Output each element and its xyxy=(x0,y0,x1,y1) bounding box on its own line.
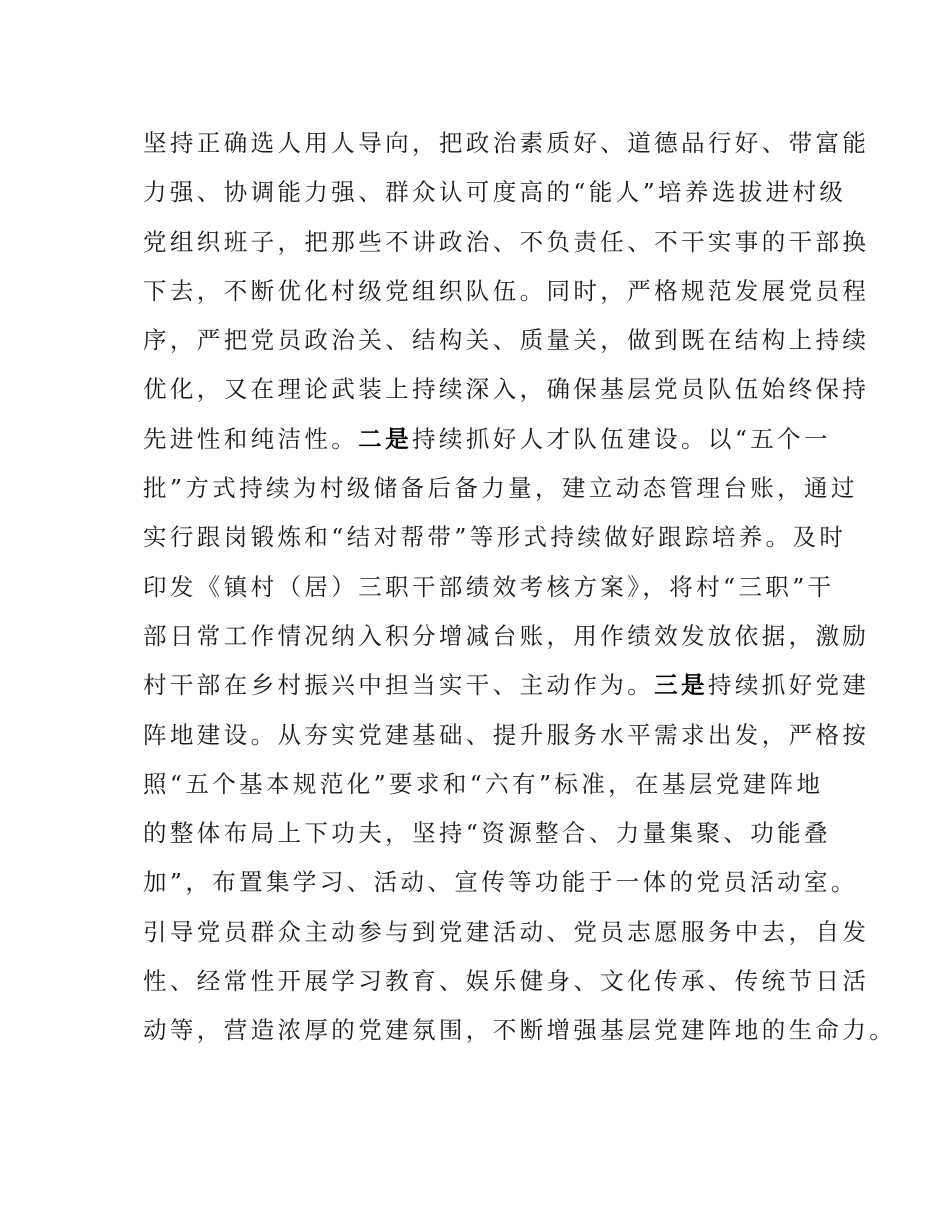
text-line xyxy=(143,513,847,562)
text-line xyxy=(143,168,847,217)
text-line xyxy=(143,957,870,1006)
text-line xyxy=(143,1006,897,1055)
text-segment: 实行跟岗锻炼和“结对帮带”等形式持续做好跟踪培养。及时 xyxy=(143,523,847,552)
text-line xyxy=(143,119,870,168)
text-line xyxy=(143,661,870,710)
emphasis-label: 二是 xyxy=(358,424,413,453)
text-line xyxy=(143,563,843,612)
text-line xyxy=(143,316,870,365)
text-segment: 优化，又在理论武装上持续深入，确保基层党员队伍始终保持 xyxy=(143,375,870,404)
text-segment: 下去，不断优化村级党组织队伍。同时，严格规范发展党员程 xyxy=(143,276,870,305)
text-line xyxy=(143,760,843,809)
text-segment: 阵地建设。从夯实党建基础、提升服务水平需求出发，严格按 xyxy=(143,720,870,749)
text-line xyxy=(143,809,843,858)
text-segment: 加”，布置集学习、活动、宣传等功能于一体的党员活动室。 xyxy=(143,868,858,897)
text-segment: 力强、协调能力强、群众认可度高的“能人”培养选拔进村级 xyxy=(143,178,847,207)
text-segment: 批”方式持续为村级储备后备力量，建立动态管理台账，通过 xyxy=(143,474,858,503)
text-segment: 村干部在乡村振兴中担当实干、主动作为。 xyxy=(143,671,655,700)
body-paragraph xyxy=(143,119,897,1056)
text-segment: 先进性和纯洁性。 xyxy=(143,424,359,453)
text-segment: 持续抓好人才队伍建设。以“五个一 xyxy=(412,424,831,453)
text-segment: 照“五个基本规范化”要求和“六有”标准，在基层党建阵地 xyxy=(143,769,824,798)
text-segment: 引导党员群众主动参与到党建活动、党员志愿服务中去，自发 xyxy=(143,917,870,946)
text-segment: 坚持正确选人用人导向，把政治素质好、道德品行好、带富能 xyxy=(143,129,870,157)
emphasis-label: 三是 xyxy=(654,671,708,700)
text-segment: 部日常工作情况纳入积分增减台账，用作绩效发放依据，激励 xyxy=(143,621,870,650)
text-line xyxy=(143,415,843,464)
text-line xyxy=(143,908,870,957)
text-line xyxy=(143,711,870,760)
text-line xyxy=(143,218,870,267)
text-line xyxy=(143,365,870,414)
text-segment: 序，严把党员政治关、结构关、质量关，做到既在结构上持续 xyxy=(143,326,870,355)
text-segment: 印发《镇村（居）三职干部绩效考核方案》，将村“三职”干 xyxy=(143,572,835,601)
text-segment: 的整体布局上下功夫，坚持“资源整合、力量集聚、功能叠 xyxy=(143,819,831,848)
text-segment: 动等，营造浓厚的党建氛围，不断增强基层党建阵地的生命力。 xyxy=(143,1016,897,1045)
text-line xyxy=(143,858,858,907)
text-segment: 性、经常性开展学习教育、娱乐健身、文化传承、传统节日活 xyxy=(143,967,870,996)
text-segment: 持续抓好党建 xyxy=(707,671,870,700)
text-line xyxy=(143,464,858,513)
text-line xyxy=(143,267,870,316)
text-line xyxy=(143,612,870,661)
text-segment: 党组织班子，把那些不讲政治、不负责任、不干实事的干部换 xyxy=(143,227,870,256)
